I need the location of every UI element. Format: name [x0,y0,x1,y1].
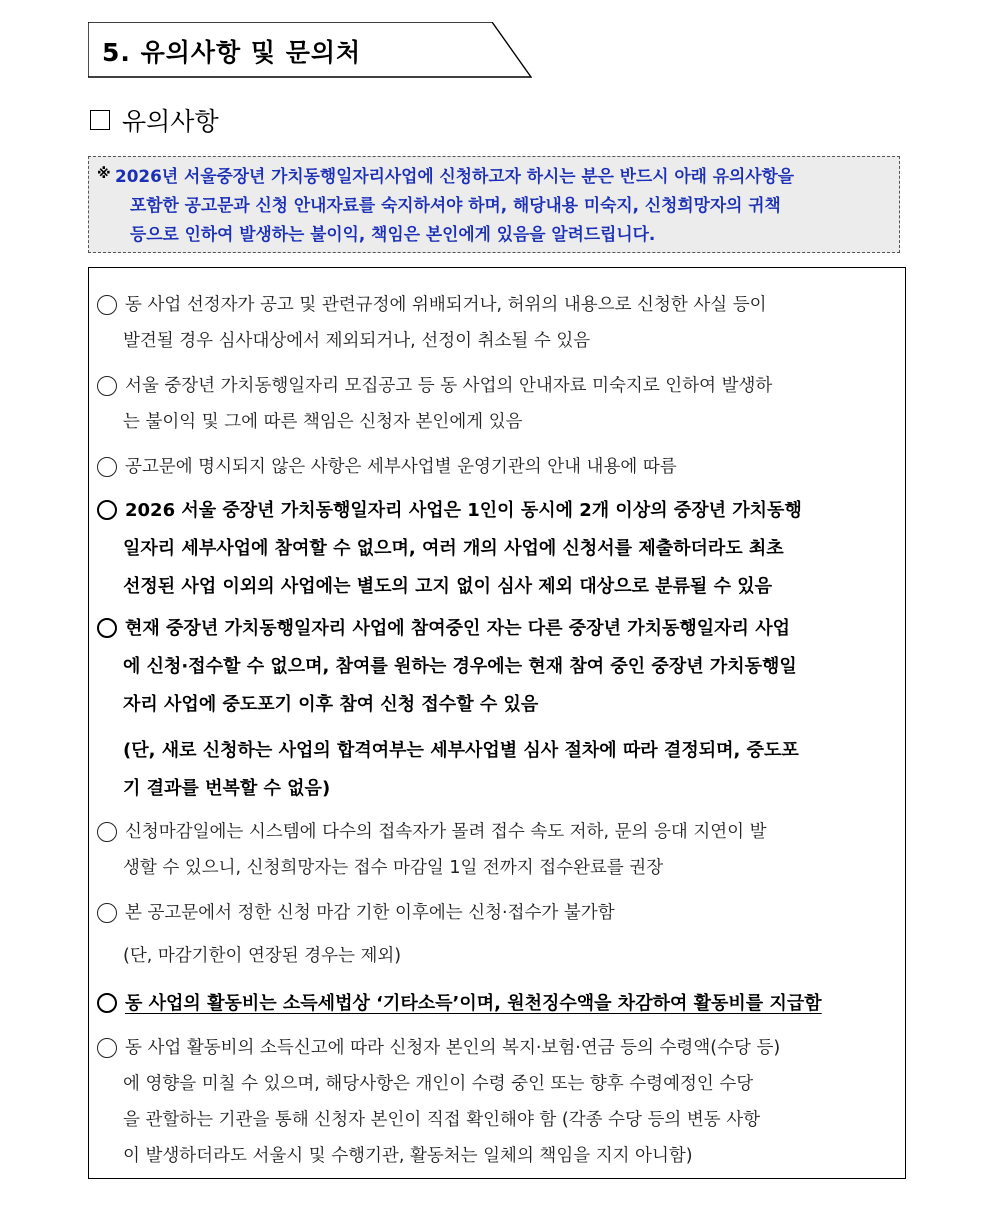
checkbox-square-icon [90,110,110,130]
item-line: 동 사업 활동비의 소득신고에 따라 신청자 본인의 복지·보험·연금 등의 수령액(수당 등) [125,1038,781,1058]
precautions-list [88,267,906,1179]
item-line: 동 사업 선정자가 공고 및 관련규정에 위배되거나, 허위의 내용으로 신청한 사실 등이 [125,295,767,315]
item-line: 현재 중장년 가치동행일자리 사업에 참여중인 자는 다른 중장년 가치동행일자리 사업 [125,618,790,639]
item-line: 서울 중장년 가치동행일자리 모집공고 등 동 사업의 안내자료 미숙지로 인하여 발생하 [125,376,773,396]
item-line: 이 발생하더라도 서울시 및 수행기관, 활동처는 일체의 책임을 지지 아니함) [123,1146,693,1166]
circle-bullet-icon [97,457,117,477]
item-line: 본 공고문에서 정한 신청 마감 기한 이후에는 신청·접수가 불가함 [125,903,615,923]
circle-bullet-icon [97,500,117,520]
notice-line: 2026년 서울중장년 가치동행일자리사업에 신청하고자 하시는 분은 반드시 아래 유의사항을 [115,167,795,187]
item-line: 선정된 사업 이외의 사업에는 별도의 고지 없이 심사 제외 대상으로 분류될 수 있음 [123,576,772,597]
circle-bullet-icon [97,822,117,842]
circle-bullet-icon [97,618,117,638]
section-header [88,22,532,78]
item-line: 동 사업의 활동비는 소득세법상 ‘기타소득’이며, 원천징수액을 차감하여 활동비를 지급함 [125,993,822,1014]
item-line: 신청마감일에는 시스템에 다수의 접속자가 몰려 접수 속도 저하, 문의 응대 지연이 발 [125,822,767,842]
subheading-label: 유의사항 [122,107,219,136]
item-line: 에 신청·접수할 수 없으며, 참여를 원하는 경우에는 현재 참여 중인 중장년 가치동행일 [123,656,797,677]
item-line: (단, 마감기한이 연장된 경우는 제외) [123,946,402,966]
circle-bullet-icon [97,295,117,315]
circle-bullet-icon [97,1038,117,1058]
item-line: 공고문에 명시되지 않은 사항은 세부사업별 운영기관의 안내 내용에 따름 [125,457,677,477]
circle-bullet-icon [97,376,117,396]
item-line: 기 결과를 번복할 수 없음) [123,778,331,799]
item-line: 에 영향을 미칠 수 있으며, 해당사항은 개인이 수령 중인 또는 향후 수령예정인 수당 [123,1074,754,1094]
item-line: 을 관할하는 기관을 통해 신청자 본인이 직접 확인해야 함 (각종 수당 등의 변동 사항 [123,1110,761,1130]
circle-bullet-icon [97,903,117,923]
section-title: 5. 유의사항 및 문의처 [102,38,362,67]
item-line: 생할 수 있으니, 신청희망자는 접수 마감일 1일 전까지 접수완료를 권장 [123,858,664,878]
item-line: 는 불이익 및 그에 따른 책임은 신청자 본인에게 있음 [123,412,523,432]
notice-line: 등으로 인하여 발생하는 불이익, 책임은 본인에게 있음을 알려드립니다. [130,225,656,245]
item-line: 2026 서울 중장년 가치동행일자리 사업은 1인이 동시에 2개 이상의 중장년 가치동행 [125,500,802,521]
item-line: (단, 새로 신청하는 사업의 합격여부는 세부사업별 심사 절차에 따라 결정되며, 중도포 [123,740,799,761]
reference-mark-icon: ※ [97,166,111,182]
item-line: 발견될 경우 심사대상에서 제외되거나, 선정이 취소될 수 있음 [123,331,591,351]
circle-bullet-icon [97,993,117,1013]
notice-line: 포함한 공고문과 신청 안내자료를 숙지하셔야 하며, 해당내용 미숙지, 신청희망자의 귀책 [130,196,781,216]
item-line: 자리 사업에 중도포기 이후 참여 신청 접수할 수 있음 [123,694,539,715]
subheading [90,104,219,136]
notice-box [88,156,900,253]
item-line: 일자리 세부사업에 참여할 수 없으며, 여러 개의 사업에 신청서를 제출하더라도 최초 [123,538,784,559]
